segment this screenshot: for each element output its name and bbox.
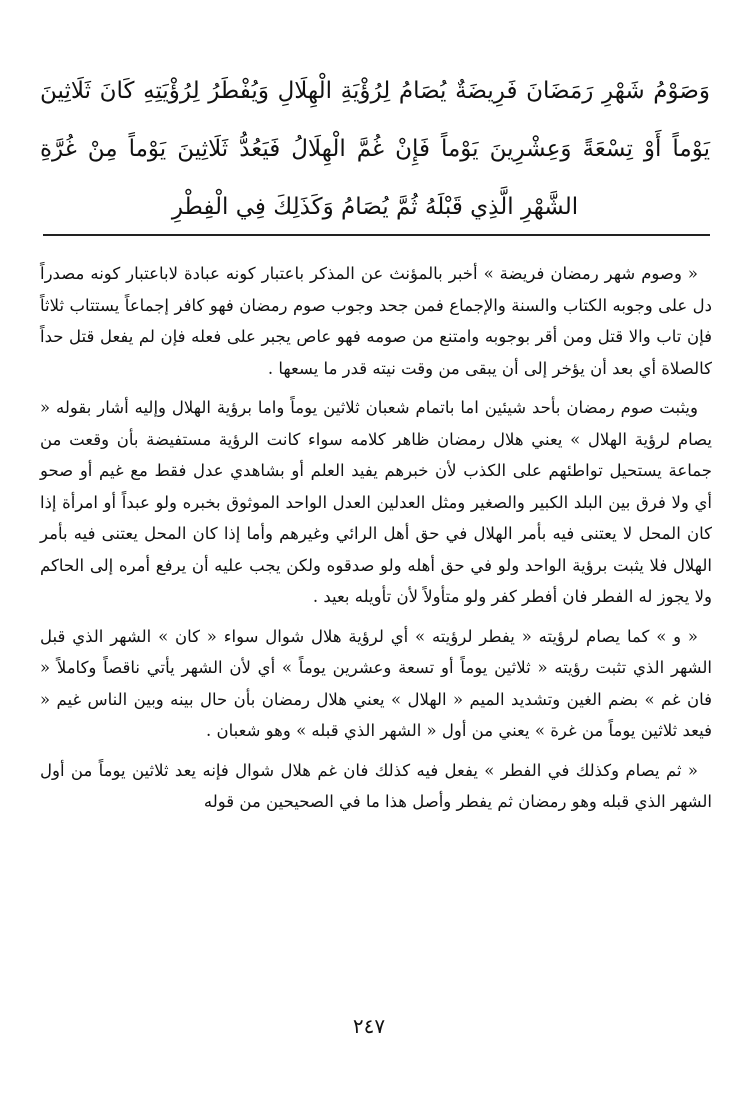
- commentary-paragraph: « و » كما يصام لرؤيته « يفطر لرؤيته » أي لرؤية هلال شوال سواء « كان » الشهر الذي قبل الشهر الذي تثبت رؤيته « ثلاثين يوماً أو تسعة وعشرين يوماً » أي لأن الشهر يأتي ناقصاً وكاملاً « فان غم » بضم الغين وتشديد الميم « الهلال » يعني هلال رمضان بأن حال بينه وبين الناس غيم « فيعد ثلاثين يوماً من غرة » يعني من أول « الشهر الذي قبله » وهو شعبان .: [40, 626, 712, 740]
- page-number: ٢٤٧: [352, 1014, 386, 1038]
- main-text-matn: وَصَوْمُ شَهْرِ رَمَضَانَ فَرِيضَةٌ يُصَامُ لِرُؤْيَةِ الْهِلَالِ وَيُفْطَرُ لِرُؤْيَتِهِ كَانَ ثَلَاثِينَ يَوْماً أَوْ تِسْعَةً وَعِشْرِينَ يَوْماً فَإِنْ غُمَّ الْهِلَالُ فَيَعُدُّ ثَلَاثِينَ يَوْماً مِنْ غُرَّةِ الشَّهْرِ الَّذِي قَبْلَهُ ثُمَّ يُصَامُ وَكَذَلِكَ فِي الْفِطْرِ: [40, 78, 710, 220]
- section-divider: [43, 234, 710, 236]
- commentary-sharh: [40, 258, 712, 826]
- commentary-paragraph: « وصوم شهر رمضان فريضة » أخبر بالمؤنث عن المذكر باعتبار كونه عبادة لاباعتبار كونه مصدراً دل على وجوبه الكتاب والسنة والإجماع فمن جحد وجوب صوم رمضان فهو كافر إجماعاً يستتاب ثلاثاً فإن تاب والا قتل ومن أقر بوجوبه وامتنع من صومه فهو عاص يجبر على فعله فإن لم يفعل قتل حداً كالصلاة أي بعد أن يؤخر إلى أن يبقى من وقت نيته قدر ما يسعها .: [40, 264, 712, 378]
- commentary-paragraph: « ثم يصام وكذلك في الفطر » يفعل فيه كذلك فان غم هلال شوال فإنه يعد ثلاثين يوماً من أول الشهر الذي قبله وهو رمضان ثم يفطر وأصل هذا ما في الصحيحين من قوله: [40, 760, 712, 811]
- commentary-paragraph: ويثبت صوم رمضان بأحد شيئين اما باتمام شعبان ثلاثين يوماً واما برؤية الهلال وإليه أشار بقوله « يصام لرؤية الهلال » يعني هلال رمضان ظاهر كلامه سواء كانت الرؤية مستفيضة بأن وقعت من جماعة يستحيل تواطئهم على الكذب لأن خبرهم يفيد العلم أو بشاهدي عدل فقط مع غيم أو صحو أي ولا فرق بين البلد الكبير والصغير ومثل العدلين العدل الواحد الموثوق بخبره ولو عبداً أو امرأة إذا كان المحل لا يعتنى فيه بأمر الهلال في حق أهل الرائي وغيرهم وأما إذا كان المحل يعتنى فيه بأمر الهلال فلا يثبت برؤية الواحد ولو في حق أهله ولو صدقوه ولكن يجب عليه أن يرفع أمره إلى الحاكم ولا يجوز له الفطر فان أفطر كفر ولو متأولاً لأن تأويله بعيد .: [40, 398, 712, 606]
